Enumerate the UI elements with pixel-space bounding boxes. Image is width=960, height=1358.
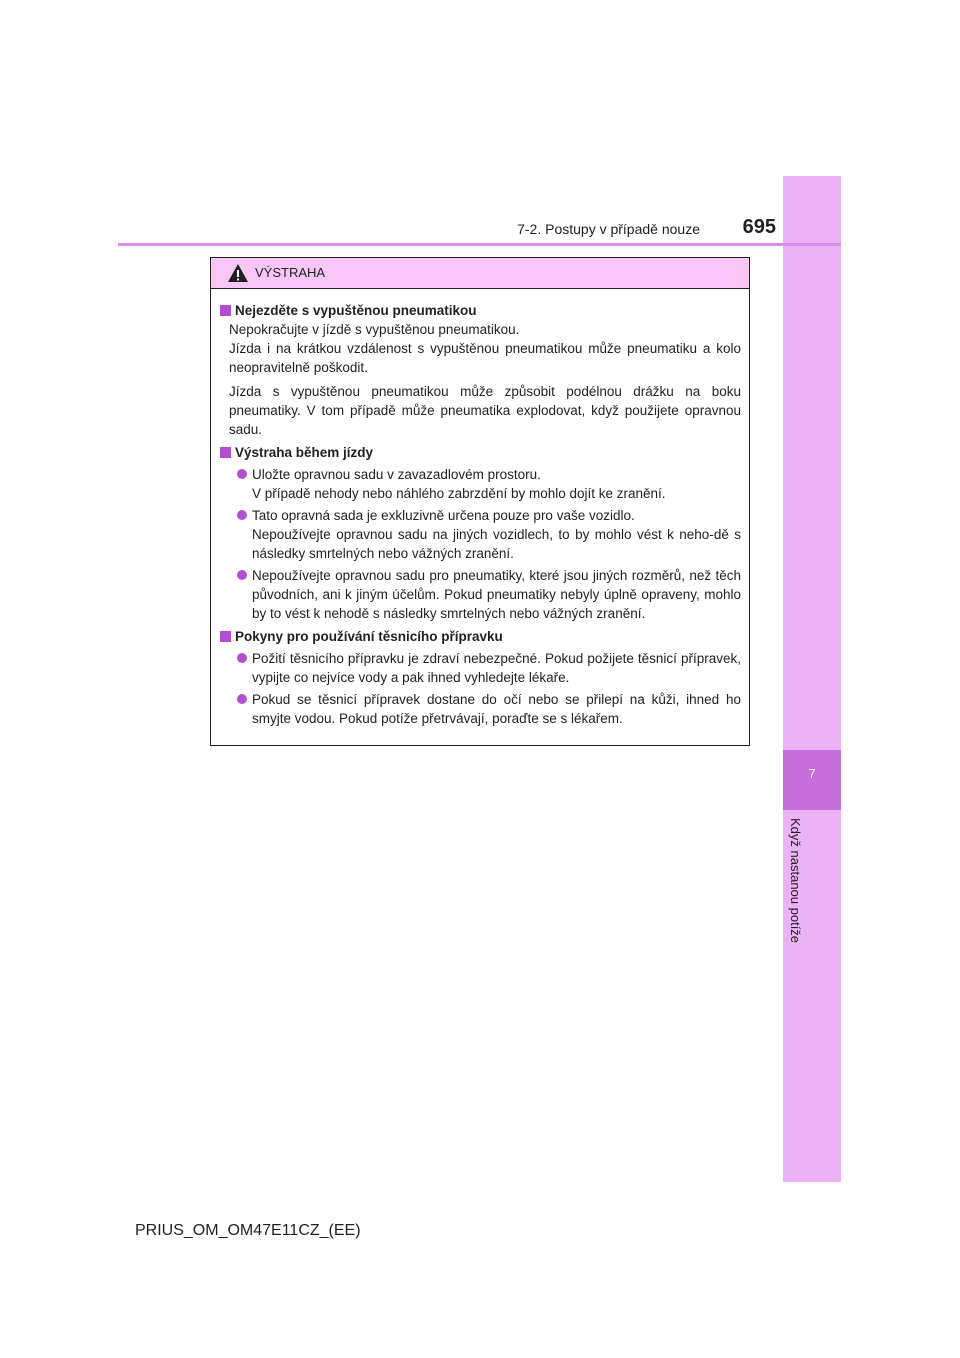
chapter-side-tab bbox=[783, 176, 841, 1182]
round-bullet-icon bbox=[237, 570, 247, 580]
list-item: Nepoužívejte opravnou sadu pro pneumatiky, které jsou jiných rozměrů, než těch původních, ani k jiným účelům. Pokud pneumatiky nebyly úplně opraveny, mohlo by to vést k nehodě s následky smrtelných nebo vážných zranění. bbox=[220, 566, 741, 623]
header-rule bbox=[118, 243, 841, 246]
section-title: 7-2. Postupy v případě nouze bbox=[517, 221, 700, 237]
square-bullet-icon bbox=[220, 447, 231, 458]
round-bullet-icon bbox=[237, 653, 247, 663]
warning-header bbox=[211, 258, 749, 289]
paragraph: Jízda s vypuštěnou pneumatikou může způsobit podélnou drážku na boku pneumatiky. V tom případě může pneumatika explodovat, když použijete opravnou sadu. bbox=[229, 384, 741, 437]
paragraph: Nepokračujte v jízdě s vypuštěnou pneumatikou. bbox=[229, 322, 520, 337]
section-heading: Výstraha během jízdy bbox=[220, 443, 741, 462]
square-bullet-icon bbox=[220, 305, 231, 316]
page-number: 695 bbox=[742, 216, 776, 238]
list-item: Požití těsnicího přípravku je zdraví nebezpečné. Pokud požijete těsnicí přípravek, vypijte co nejvíce vody a pak ihned vyhledejte lékaře. bbox=[220, 649, 741, 687]
list-item: Uložte opravnou sadu v zavazadlovém prostoru. V případě nehody nebo náhlého zabrzdění by mohlo dojít ke zranění. bbox=[220, 465, 741, 503]
warning-triangle-icon bbox=[227, 263, 249, 283]
chapter-title: Když nastanou potíže bbox=[788, 818, 803, 944]
section-heading: Nejezděte s vypuštěnou pneumatikou bbox=[220, 301, 741, 320]
round-bullet-icon bbox=[237, 694, 247, 704]
round-bullet-icon bbox=[237, 469, 247, 479]
warning-title: VÝSTRAHA bbox=[255, 265, 326, 280]
paragraph: Jízda i na krátkou vzdálenost s vypuštěnou pneumatikou může pneumatiku a kolo neopravitelně poškodit. bbox=[229, 341, 741, 375]
warning-box bbox=[210, 257, 750, 746]
section-heading: Pokyny pro používání těsnicího přípravku bbox=[220, 627, 741, 646]
list-item: Pokud se těsnicí přípravek dostane do očí nebo se přilepí na kůži, ihned ho smyjte vodou. Pokud potíže přetrvávají, poraďte se s lékařem. bbox=[220, 690, 741, 728]
warning-body bbox=[211, 289, 749, 728]
chapter-number: 7 bbox=[808, 766, 816, 781]
square-bullet-icon bbox=[220, 631, 231, 642]
list-item: Tato opravná sada je exkluzivně určena pouze pro vaše vozidlo. Nepoužívejte opravnou sadu na jiných vozidlech, to by mohlo vést k neho-dě s následky smrtelných nebo vážných zranění. bbox=[220, 506, 741, 563]
round-bullet-icon bbox=[237, 510, 247, 520]
document-code: PRIUS_OM_OM47E11CZ_(EE) bbox=[135, 1222, 361, 1239]
